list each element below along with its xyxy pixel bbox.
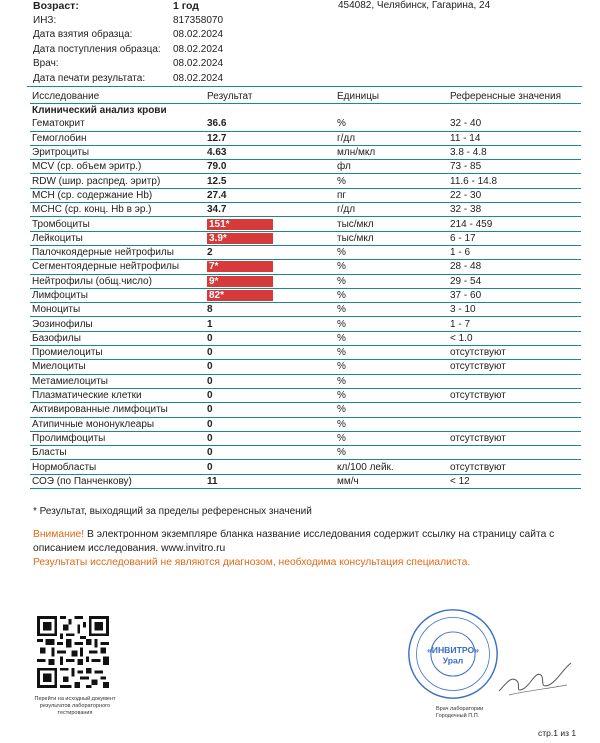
table-row bbox=[30, 360, 581, 374]
test-ref: 28 - 48 bbox=[448, 260, 581, 274]
flagged-value: 82* bbox=[207, 290, 273, 301]
test-ref: 1 - 6 bbox=[448, 245, 581, 259]
lab-address: 454082, Челябинск, Гагарина, 24 bbox=[338, 0, 491, 11]
test-name: Атипичные мононуклеары bbox=[30, 417, 205, 431]
age-row bbox=[33, 0, 593, 15]
age-label: Возраст: bbox=[33, 0, 79, 12]
table-row bbox=[30, 388, 581, 402]
test-unit: % bbox=[335, 117, 448, 131]
test-name: СОЭ (по Панченкову) bbox=[30, 474, 205, 488]
test-ref: отсутствуют bbox=[448, 431, 581, 445]
test-ref bbox=[448, 446, 581, 460]
received-label: Дата поступления образца: bbox=[33, 43, 161, 55]
test-result: 0 bbox=[205, 374, 335, 388]
warning-label: Внимание! bbox=[33, 529, 85, 540]
test-unit: г/дл bbox=[335, 203, 448, 217]
test-ref bbox=[448, 417, 581, 431]
test-ref: 11 - 14 bbox=[448, 131, 581, 145]
warning-block bbox=[33, 528, 583, 570]
test-ref: отсутствуют bbox=[448, 460, 581, 474]
test-name: MCV (ср. объем эритр.) bbox=[30, 160, 205, 174]
table-row bbox=[30, 403, 581, 417]
col-result: Результат bbox=[205, 90, 335, 104]
stamp-icon bbox=[405, 606, 501, 702]
test-result bbox=[205, 217, 335, 231]
table-row bbox=[30, 160, 581, 174]
test-ref: 29 - 54 bbox=[448, 274, 581, 288]
table-row bbox=[30, 288, 581, 302]
patient-header bbox=[33, 0, 593, 87]
page-number: стр.1 из 1 bbox=[538, 728, 577, 738]
test-ref: 3 - 10 bbox=[448, 303, 581, 317]
inz-row bbox=[33, 15, 593, 30]
col-unit: Единицы bbox=[335, 90, 448, 104]
test-unit: % bbox=[335, 388, 448, 402]
doctor-label: Врач: bbox=[33, 58, 59, 69]
inz-value: 817358070 bbox=[173, 14, 224, 26]
section-title: Клинический анализ крови bbox=[32, 105, 167, 117]
test-unit: млн/мкл bbox=[335, 145, 448, 159]
test-name: Базофилы bbox=[30, 331, 205, 345]
table-row bbox=[30, 188, 581, 202]
test-unit: мм/ч bbox=[335, 474, 448, 488]
test-name: Эритроциты bbox=[30, 145, 205, 159]
table-row bbox=[30, 231, 581, 245]
test-result: 0 bbox=[205, 331, 335, 345]
test-unit: пг bbox=[335, 188, 448, 202]
test-unit: тыс/мкл bbox=[335, 231, 448, 245]
header-divider bbox=[27, 86, 582, 87]
flagged-value: 151* bbox=[207, 219, 273, 230]
test-unit: % bbox=[335, 446, 448, 460]
test-name: Моноциты bbox=[30, 303, 205, 317]
test-ref: отсутствуют bbox=[448, 388, 581, 402]
test-result bbox=[205, 288, 335, 302]
taken-label: Дата взятия образца: bbox=[33, 29, 133, 40]
test-result: 11 bbox=[205, 474, 335, 488]
test-unit: % bbox=[335, 417, 448, 431]
test-unit: % bbox=[335, 374, 448, 388]
table-header bbox=[30, 90, 581, 104]
test-unit: % bbox=[335, 174, 448, 188]
table-row bbox=[30, 145, 581, 159]
col-ref: Референсные значения bbox=[448, 90, 581, 104]
test-result: 0 bbox=[205, 460, 335, 474]
test-ref: 37 - 60 bbox=[448, 288, 581, 302]
test-result bbox=[205, 274, 335, 288]
flagged-value: 3.9* bbox=[207, 233, 273, 244]
table-row bbox=[30, 331, 581, 345]
table-row bbox=[30, 417, 581, 431]
printed-label: Дата печати результата: bbox=[33, 72, 146, 84]
test-ref: < 1.0 bbox=[448, 331, 581, 345]
table-row bbox=[30, 460, 581, 474]
taken-value: 08.02.2024 bbox=[173, 29, 224, 40]
taken-row bbox=[33, 29, 593, 44]
test-name: Сегментоядерные нейтрофилы bbox=[30, 260, 205, 274]
test-unit: % bbox=[335, 317, 448, 331]
test-name: Бласты bbox=[30, 446, 205, 460]
table-row bbox=[30, 131, 581, 145]
test-ref: 11.6 - 14.8 bbox=[448, 174, 581, 188]
test-result: 79.0 bbox=[205, 160, 335, 174]
test-unit: % bbox=[335, 274, 448, 288]
table-row bbox=[30, 346, 581, 360]
col-test: Исследование bbox=[30, 90, 205, 104]
table-row bbox=[30, 260, 581, 274]
table-row bbox=[30, 174, 581, 188]
test-result: 0 bbox=[205, 417, 335, 431]
table-row bbox=[30, 217, 581, 231]
table-row bbox=[30, 274, 581, 288]
results-table bbox=[30, 90, 581, 489]
test-ref: 32 - 40 bbox=[448, 117, 581, 131]
test-result: 0 bbox=[205, 360, 335, 374]
test-unit: % bbox=[335, 360, 448, 374]
table-row bbox=[30, 374, 581, 388]
printed-value: 08.02.2024 bbox=[173, 72, 224, 84]
disclaimer: Результаты исследований не являются диагнозом, необходима консультация специалиста. bbox=[33, 557, 471, 568]
test-name: MCH (ср. содержание Hb) bbox=[30, 188, 205, 202]
qr-caption: Перейти на исходный документ результатов лабораторного тестирования bbox=[34, 696, 116, 716]
table-row bbox=[30, 203, 581, 217]
test-ref: 32 - 38 bbox=[448, 203, 581, 217]
test-ref: 73 - 85 bbox=[448, 160, 581, 174]
test-ref: 22 - 30 bbox=[448, 188, 581, 202]
test-name: RDW (шир. распред. эритр) bbox=[30, 174, 205, 188]
printed-row bbox=[33, 73, 593, 88]
stamp-sub: Урал bbox=[442, 655, 464, 666]
test-unit: % bbox=[335, 403, 448, 417]
received-value: 08.02.2024 bbox=[173, 43, 224, 55]
test-name: Тромбоциты bbox=[30, 217, 205, 231]
test-result: 8 bbox=[205, 303, 335, 317]
test-result: 0 bbox=[205, 431, 335, 445]
test-name: Нейтрофилы (общ.число) bbox=[30, 274, 205, 288]
table-row bbox=[30, 245, 581, 259]
test-result bbox=[205, 231, 335, 245]
table-row bbox=[30, 431, 581, 445]
test-ref: отсутствуют bbox=[448, 346, 581, 360]
footnote: * Результат, выходящий за пределы референсных значений bbox=[33, 506, 312, 517]
test-ref: 214 - 459 bbox=[448, 217, 581, 231]
flagged-value: 7* bbox=[207, 261, 273, 272]
test-unit: г/дл bbox=[335, 131, 448, 145]
test-unit: % bbox=[335, 260, 448, 274]
test-ref: 6 - 17 bbox=[448, 231, 581, 245]
test-unit: % bbox=[335, 346, 448, 360]
table-row bbox=[30, 303, 581, 317]
invitro-link[interactable]: www.invitro.ru bbox=[161, 543, 226, 554]
test-result: 0 bbox=[205, 446, 335, 460]
test-result bbox=[205, 260, 335, 274]
test-name: Лимфоциты bbox=[30, 288, 205, 302]
test-name: Палочкоядерные нейтрофилы bbox=[30, 245, 205, 259]
test-result: 2 bbox=[205, 245, 335, 259]
test-unit: тыс/мкл bbox=[335, 217, 448, 231]
test-result: 12.7 bbox=[205, 131, 335, 145]
warning-text: В электронном экземпляре бланка название исследования содержит ссылку на страницу сайта с описанием исследования. bbox=[33, 529, 555, 554]
test-name: Эозинофилы bbox=[30, 317, 205, 331]
section-row bbox=[30, 104, 581, 118]
test-ref: 3.8 - 4.8 bbox=[448, 145, 581, 159]
test-unit: кл/100 лейк. bbox=[335, 460, 448, 474]
test-name: Гемоглобин bbox=[30, 131, 205, 145]
doctor-value: 08.02.2024 bbox=[173, 58, 224, 69]
test-name: Миелоциты bbox=[30, 360, 205, 374]
test-ref bbox=[448, 403, 581, 417]
test-ref: 1 - 7 bbox=[448, 317, 581, 331]
received-row bbox=[33, 44, 593, 59]
test-ref: отсутствуют bbox=[448, 360, 581, 374]
table-row bbox=[30, 446, 581, 460]
test-unit: % bbox=[335, 288, 448, 302]
age-value: 1 год bbox=[173, 0, 199, 12]
qr-code-icon[interactable] bbox=[37, 616, 109, 688]
test-name: Пролимфоциты bbox=[30, 431, 205, 445]
inz-label: ИНЗ: bbox=[33, 14, 57, 26]
test-ref: < 12 bbox=[448, 474, 581, 488]
test-unit: фл bbox=[335, 160, 448, 174]
test-result: 1 bbox=[205, 317, 335, 331]
table-row bbox=[30, 317, 581, 331]
test-result: 34.7 bbox=[205, 203, 335, 217]
test-name: Лейкоциты bbox=[30, 231, 205, 245]
test-name: MCHC (ср. конц. Hb в эр.) bbox=[30, 203, 205, 217]
flagged-value: 9* bbox=[207, 276, 273, 287]
table-row bbox=[30, 474, 581, 488]
table-row bbox=[30, 117, 581, 131]
test-unit: % bbox=[335, 303, 448, 317]
test-name: Активированные лимфоциты bbox=[30, 403, 205, 417]
test-result: 4.63 bbox=[205, 145, 335, 159]
test-unit: % bbox=[335, 331, 448, 345]
test-result: 36.6 bbox=[205, 117, 335, 131]
test-result: 27.4 bbox=[205, 188, 335, 202]
test-name: Нормобласты bbox=[30, 460, 205, 474]
stamp-center: «ИНВИТРО» bbox=[426, 645, 480, 656]
test-result: 0 bbox=[205, 403, 335, 417]
doctor-row bbox=[33, 58, 593, 73]
signer-caption: Врач лаборатории Городечный П.П. bbox=[436, 706, 484, 719]
test-result: 0 bbox=[205, 388, 335, 402]
signature-icon bbox=[495, 655, 575, 700]
test-unit: % bbox=[335, 245, 448, 259]
test-name: Промиелоциты bbox=[30, 346, 205, 360]
test-result: 0 bbox=[205, 346, 335, 360]
test-result: 12.5 bbox=[205, 174, 335, 188]
test-name: Метамиелоциты bbox=[30, 374, 205, 388]
test-unit: % bbox=[335, 431, 448, 445]
test-name: Гематокрит bbox=[30, 117, 205, 131]
test-name: Плазматические клетки bbox=[30, 388, 205, 402]
test-ref bbox=[448, 374, 581, 388]
